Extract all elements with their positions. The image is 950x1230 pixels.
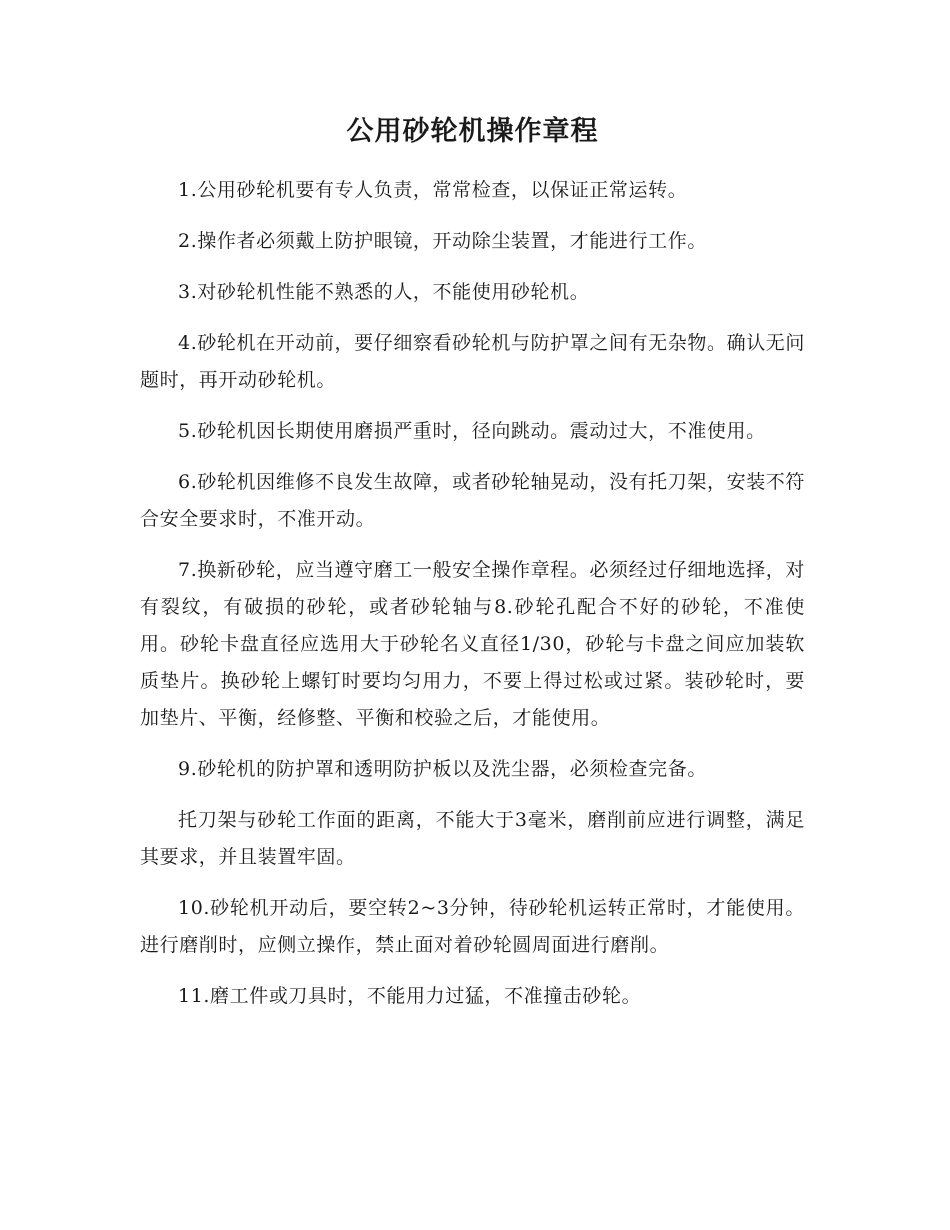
document-body — [140, 108, 805, 1029]
paragraph-5: 5.砂轮机因长期使用磨损严重时，径向跳动。震动过大，不准使用。 — [178, 420, 766, 442]
paragraph-2: 2.操作者必须戴上防护眼镜，开动除尘装置，才能进行工作。 — [178, 230, 707, 252]
paragraph-10: 10.砂轮机开动后，要空转2~3分钟，待砂轮机运转正常时，才能使用。进行磨削时，应侧立操作，禁止面对着砂轮圆周面进行磨削。 — [140, 897, 805, 956]
paragraph-9: 9.砂轮机的防护罩和透明防护板以及洗尘器，必须检查完备。 — [178, 758, 707, 780]
paragraph-tool-rest: 托刀架与砂轮工作面的距离，不能大于3毫米，磨削前应进行调整，满足其要求，并且装置牢固。 — [140, 809, 805, 868]
document-title: 公用砂轮机操作章程 — [346, 116, 599, 147]
paragraph-11: 11.磨工件或刀具时，不能用力过猛，不准撞击砂轮。 — [178, 985, 642, 1007]
paragraph-3: 3.对砂轮机性能不熟悉的人，不能使用砂轮机。 — [178, 281, 590, 303]
paragraph-4: 4.砂轮机在开动前，要仔细察看砂轮机与防护罩之间有无杂物。确认无问题时，再开动砂轮机。 — [140, 332, 805, 391]
paragraph-1: 1.公用砂轮机要有专人负责，常常检查，以保证正常运转。 — [178, 179, 688, 201]
paragraph-6: 6.砂轮机因维修不良发生故障，或者砂轮轴晃动，没有托刀架，安装不符合安全要求时，不准开动。 — [140, 471, 805, 530]
paragraph-7: 7.换新砂轮，应当遵守磨工一般安全操作章程。必须经过仔细地选择，对有裂纹，有破损的砂轮，或者砂轮轴与8.砂轮孔配合不好的砂轮，不准使用。砂轮卡盘直径应选用大于砂轮名义直径1/30，砂轮与卡盘之间应加装软质垫片。换砂轮上螺钉时要均匀用力，不要上得过松或过紧。装砂轮时，要加垫片、平衡，经修整、平衡和校验之后，才能使用。 — [140, 559, 805, 729]
